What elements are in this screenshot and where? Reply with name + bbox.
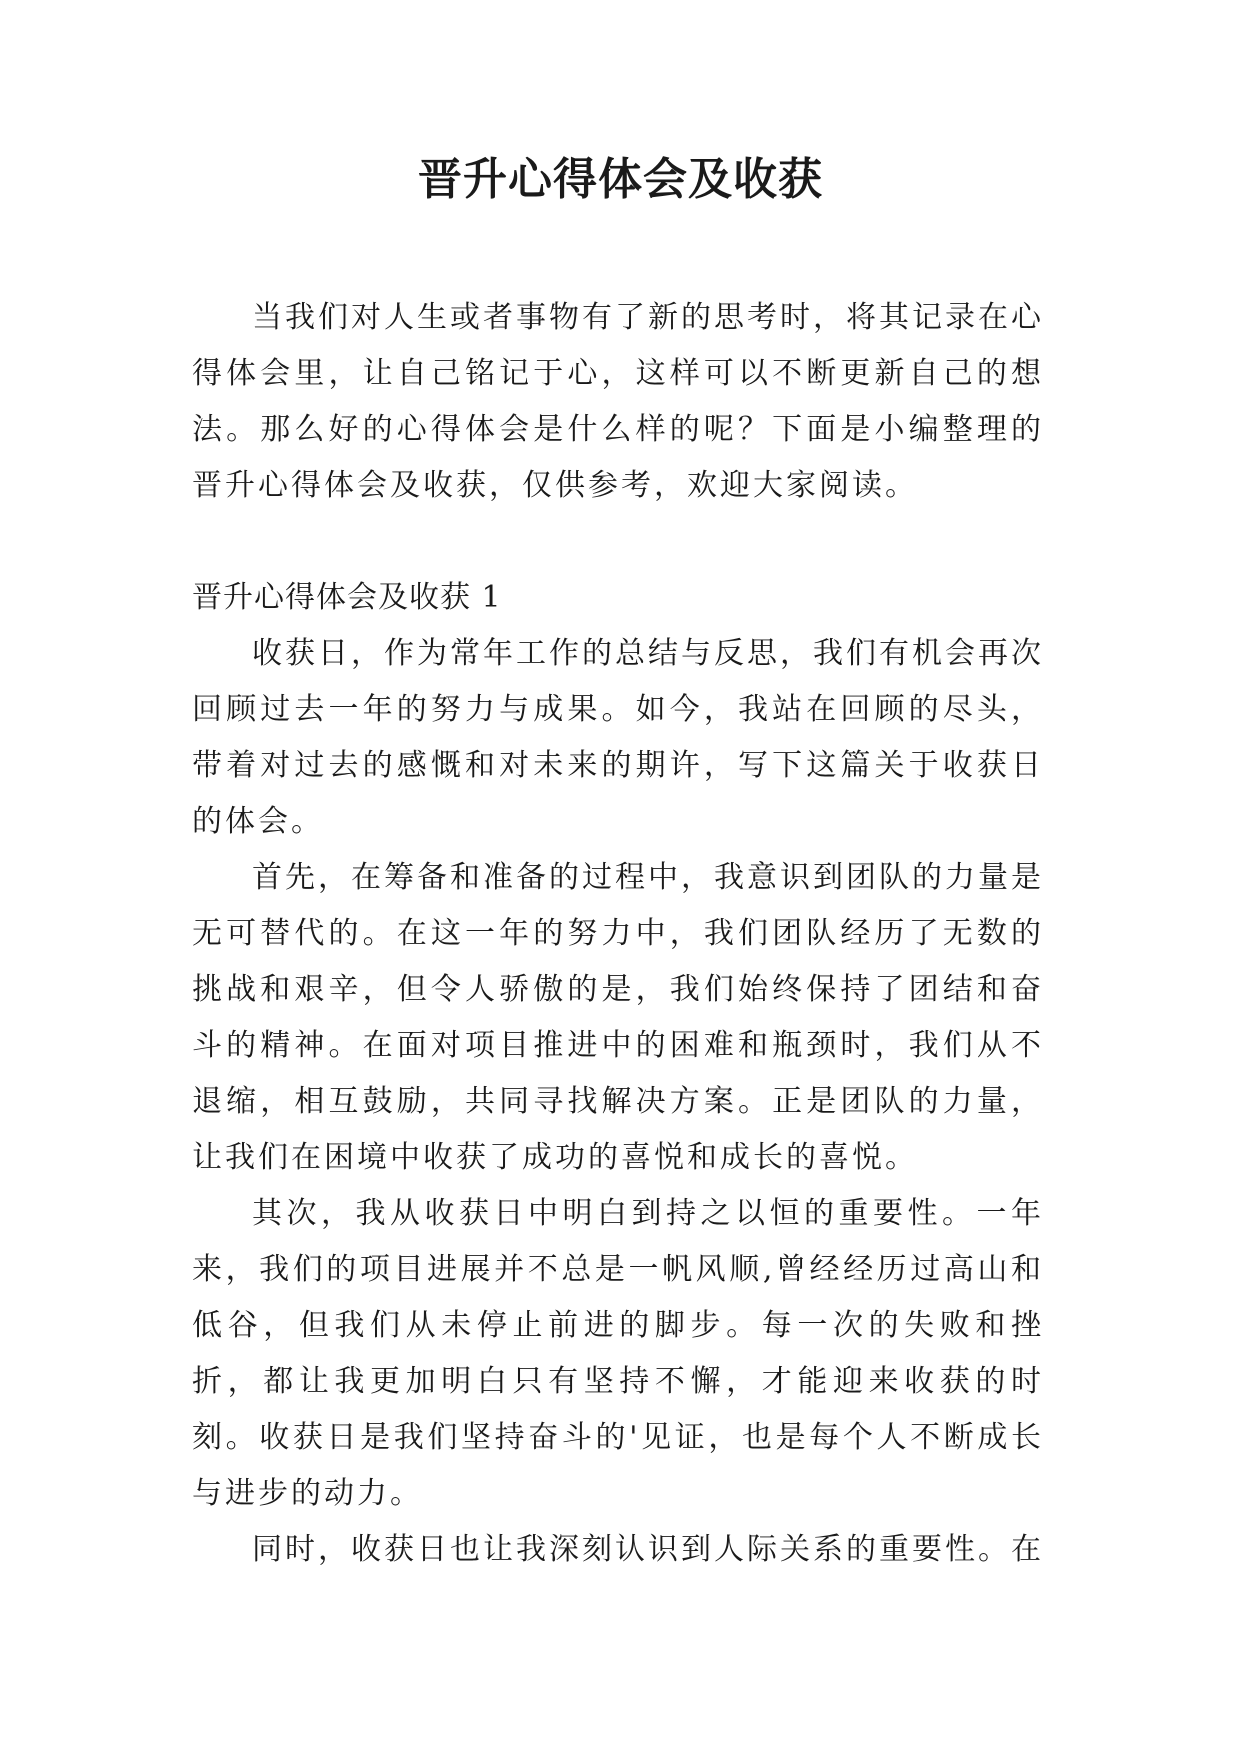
body-paragraph-4: 同时，收获日也让我深刻认识到人际关系的重要性。在 xyxy=(252,1532,1044,1567)
document-body xyxy=(192,290,1044,1578)
body-paragraph-3: 其次，我从收获日中明白到持之以恒的重要性。一年来，我们的项目进展并不总是一帆风顺,曾经经历过高山和低谷，但我们从未停止前进的脚步。每一次的失败和挫折，都让我更加明白只有坚持不懈，才能迎来收获的时刻。收获日是我们坚持奋斗的'见证，也是每个人不断成长与进步的动力。 xyxy=(192,1196,1044,1511)
body-paragraph-1: 收获日，作为常年工作的总结与反思，我们有机会再次回顾过去一年的努力与成果。如今，我站在回顾的尽头，带着对过去的感慨和对未来的期许，写下这篇关于收获日的体会。 xyxy=(192,636,1044,839)
section-heading: 晋升心得体会及收获 1 xyxy=(192,580,502,615)
body-paragraph-2: 首先，在筹备和准备的过程中，我意识到团队的力量是无可替代的。在这一年的努力中，我们团队经历了无数的挑战和艰辛，但令人骄傲的是，我们始终保持了团结和奋斗的精神。在面对项目推进中的困难和瓶颈时，我们从不退缩，相互鼓励，共同寻找解决方案。正是团队的力量，让我们在困境中收获了成功的喜悦和成长的喜悦。 xyxy=(192,860,1044,1175)
intro-paragraph: 当我们对人生或者事物有了新的思考时，将其记录在心得体会里，让自己铭记于心，这样可以不断更新自己的想法。那么好的心得体会是什么样的呢？下面是小编整理的晋升心得体会及收获，仅供参考，欢迎大家阅读。 xyxy=(192,300,1044,503)
document-title: 晋升心得体会及收获 xyxy=(418,154,823,205)
